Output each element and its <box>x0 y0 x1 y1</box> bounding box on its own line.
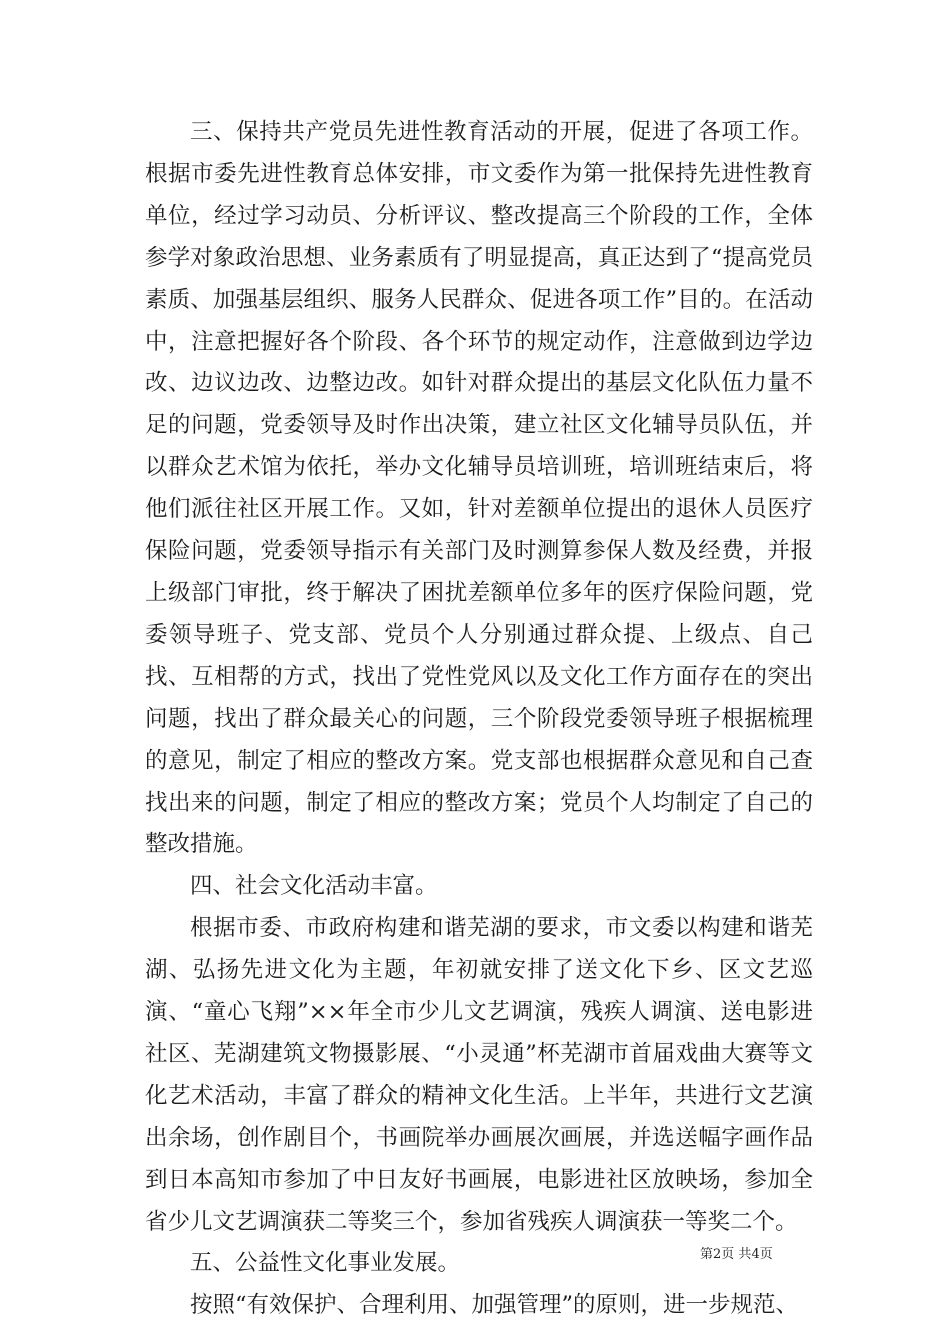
paragraph-section-4: 根据市委、市政府构建和谐芜湖的要求，市文委以构建和谐芜湖、弘扬先进文化为主题，年初就安排了送文化下乡、区文艺巡演、“童心飞翔”××年全市少儿文艺调演，残疾人调演、送电影进社区、芜湖建筑文物摄影展、“小灵通”杯芜湖市首届戏曲大赛等文化艺术活动，丰富了群众的精神文化生活。上半年，共进行文艺演出余场，创作剧目个，书画院举办画展次画展，并选送幅字画作品到日本高知市参加了中日友好书画展，电影进社区放映场，参加全省少儿文艺调演获二等奖三个，参加省残疾人调演获一等奖二个。 <box>145 915 813 1235</box>
page-footer <box>700 1247 840 1263</box>
paragraph-section-5: 按照“有效保护、合理利用、加强管理”的原则，进一步规范、 <box>190 1292 799 1319</box>
footer-prefix: 第 <box>700 1247 714 1262</box>
heading-section-4: 四、社会文化活动丰富。 <box>190 873 438 900</box>
footer-middle: 页 共 <box>721 1247 752 1262</box>
footer-page-number: 2 <box>713 1247 722 1262</box>
footer-suffix: 页 <box>759 1247 773 1262</box>
heading-section-5: 五、公益性文化事业发展。 <box>190 1250 461 1277</box>
document-body <box>145 112 813 1327</box>
footer-total-pages: 4 <box>751 1247 760 1262</box>
paragraph-section-3: 三、保持共产党员先进性教育活动的开展，促进了各项工作。根据市委先进性教育总体安排，市文委作为第一批保持先进性教育单位，经过学习动员、分析评议、整改提高三个阶段的工作，全体参学对象政治思想、业务素质有了明显提高，真正达到了“提高党员素质、加强基层组织、服务人民群众、促进各项工作”目的。在活动中，注意把握好各个阶段、各个环节的规定动作，注意做到边学边改、边议边改、边整边改。如针对群众提出的基层文化队伍力量不足的问题，党委领导及时作出决策，建立社区文化辅导员队伍，并以群众艺术馆为依托，举办文化辅导员培训班，培训班结束后，将他们派往社区开展工作。又如，针对差额单位提出的退休人员医疗保险问题，党委领导指示有关部门及时测算参保人数及经费，并报上级部门审批，终于解决了困扰差额单位多年的医疗保险问题，党委领导班子、党支部、党员个人分别通过群众提、上级点、自己找、互相帮的方式，找出了党性党风以及文化工作方面存在的突出问题，找出了群众最关心的问题，三个阶段党委领导班子根据梳理的意见，制定了相应的整改方案。党支部也根据群众意见和自己查找出来的问题，制定了相应的整改方案；党员个人均制定了自己的整改措施。 <box>145 119 813 858</box>
